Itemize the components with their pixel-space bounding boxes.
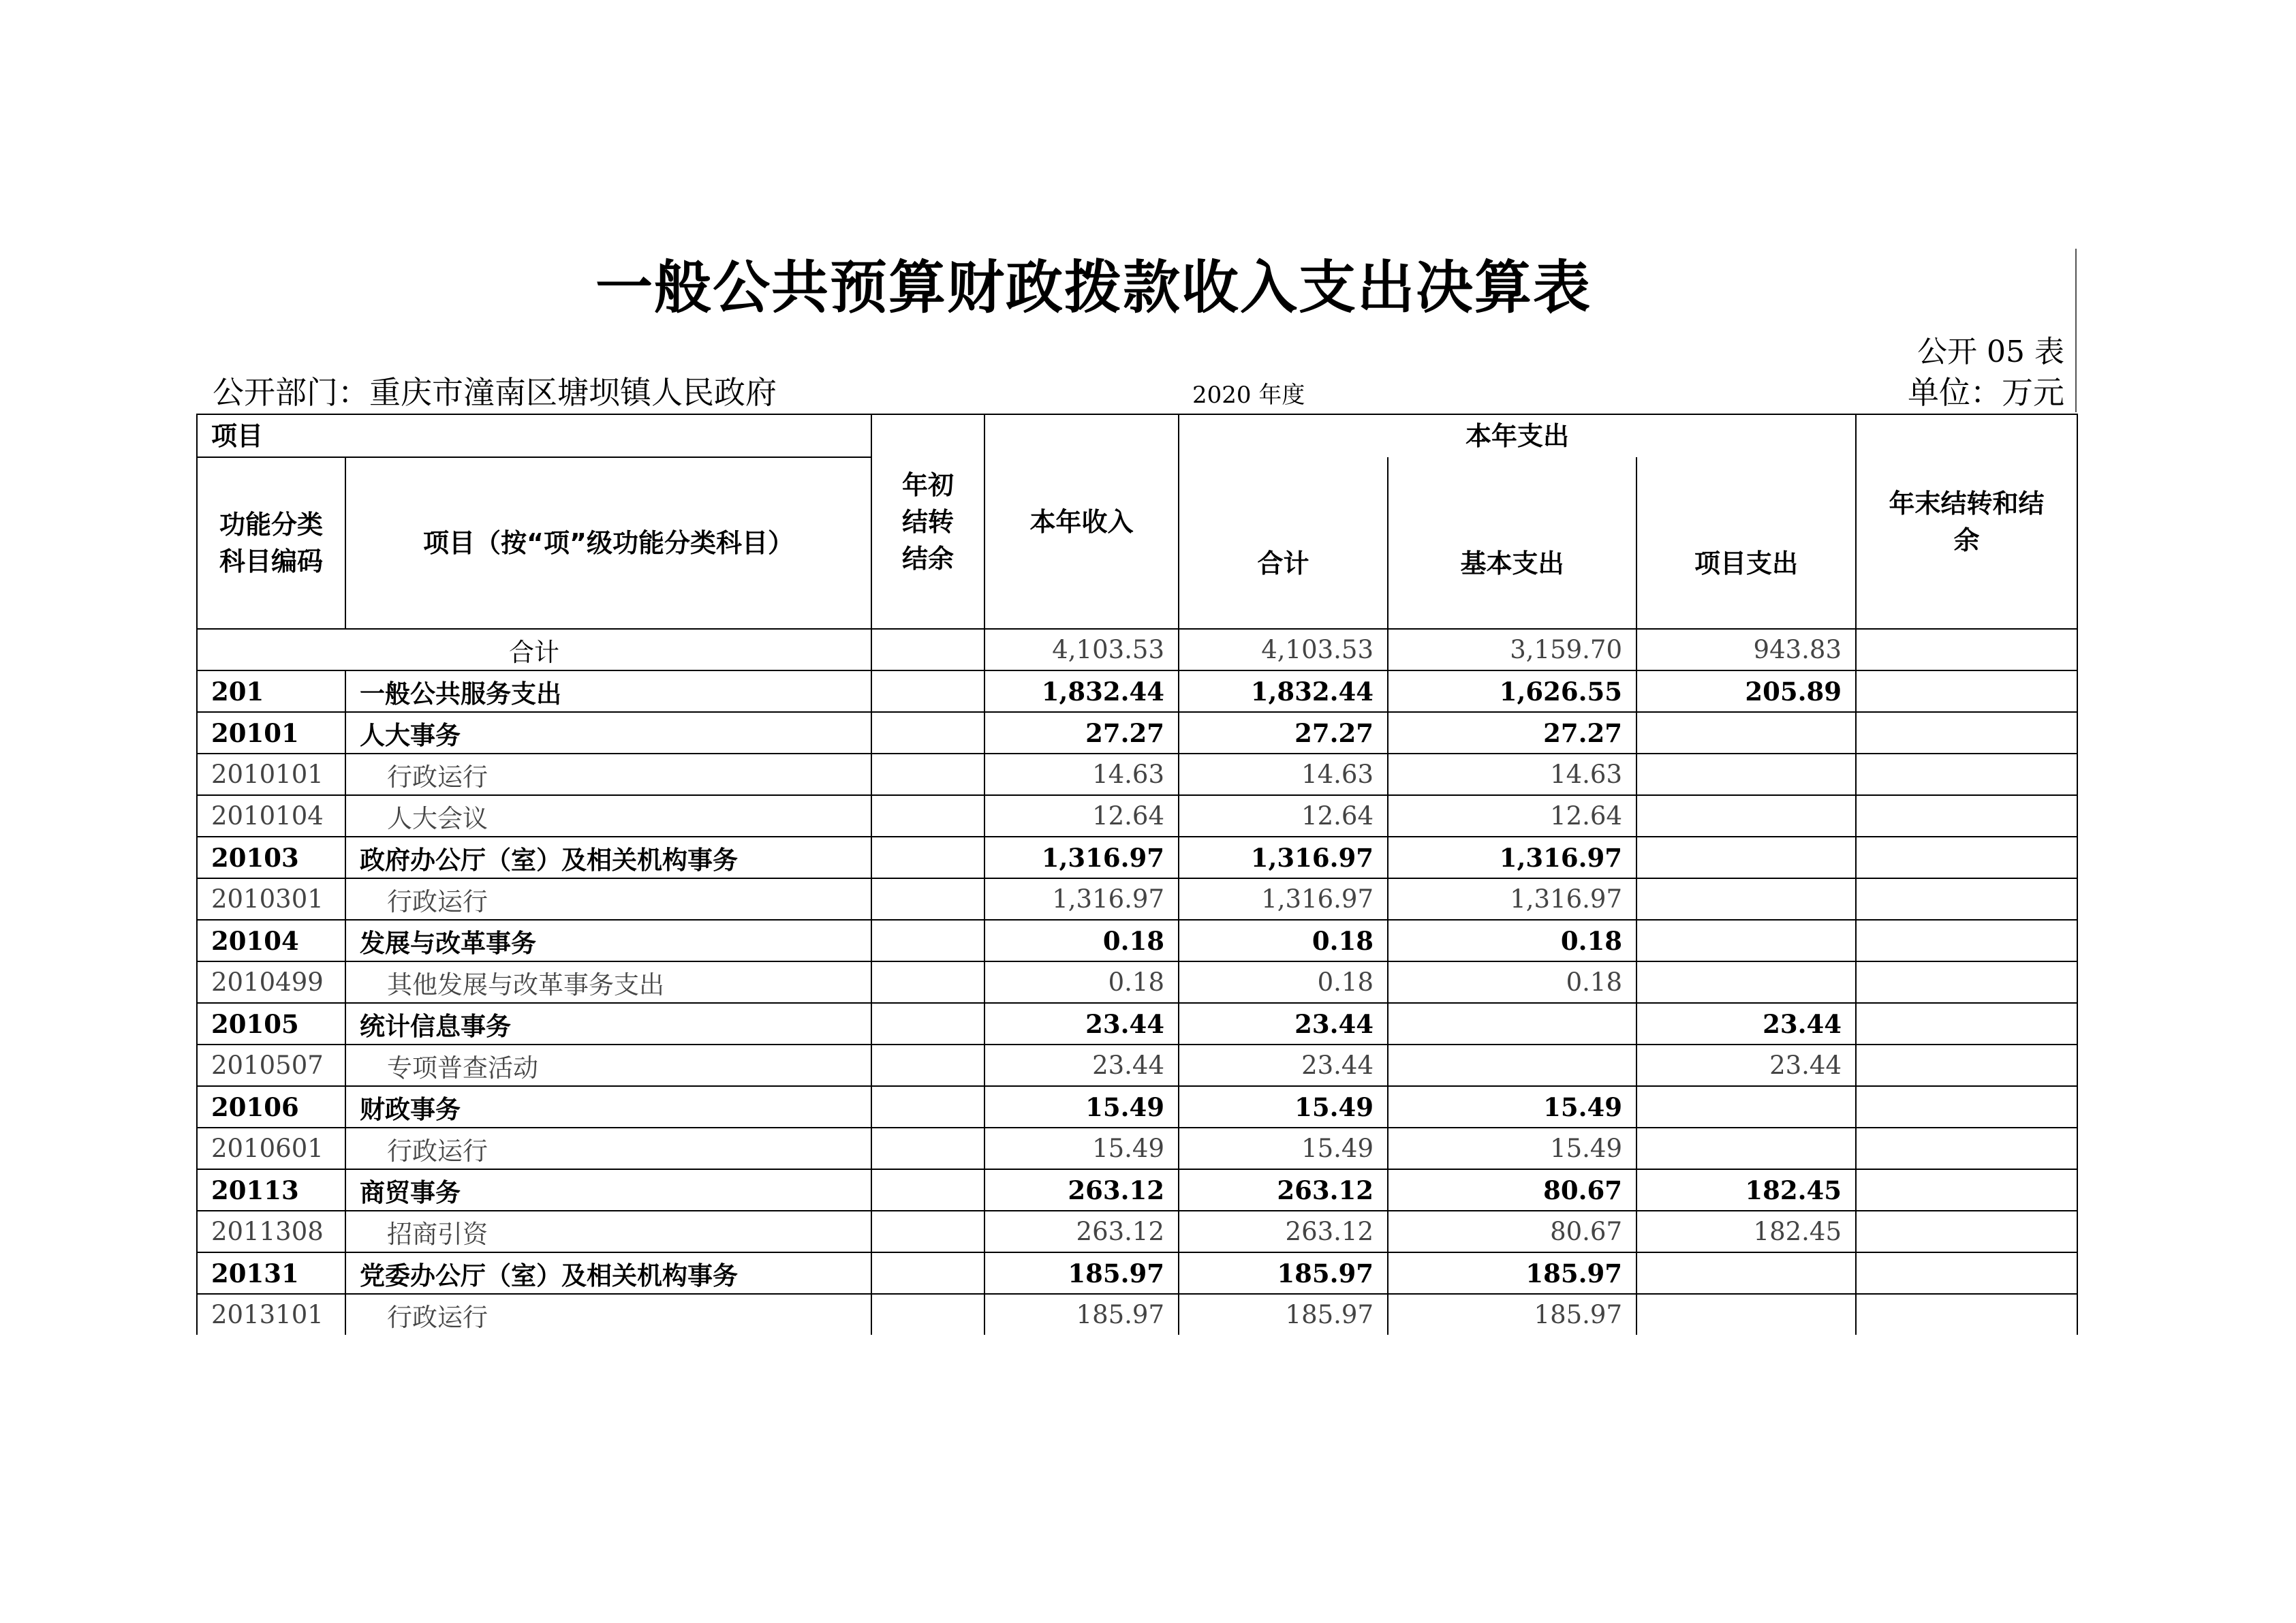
- row-project-expense: [1636, 1128, 1856, 1169]
- row-project-expense: 182.45: [1636, 1211, 1856, 1252]
- row-code: 20104: [197, 920, 345, 961]
- total-expense: 4,103.53: [1179, 629, 1388, 670]
- row-project-expense: [1636, 754, 1856, 795]
- row-opening: [871, 1086, 984, 1128]
- row-opening: [871, 754, 984, 795]
- page-title: 一般公共预算财政拨款收入支出决算表: [595, 254, 1592, 321]
- row-income: 1,316.97: [984, 837, 1179, 878]
- table-row: [197, 670, 2077, 712]
- row-opening: [871, 795, 984, 837]
- row-project-expense: [1636, 837, 1856, 878]
- row-name: 行政运行: [345, 1128, 871, 1169]
- row-basic: 14.63: [1388, 754, 1636, 795]
- table-row: [197, 1003, 2077, 1045]
- row-income: 263.12: [984, 1169, 1179, 1211]
- header-name: 项目（按“项”级功能分类科目）: [345, 457, 871, 629]
- row-basic: 15.49: [1388, 1086, 1636, 1128]
- fiscal-year: 2020 年度: [1192, 382, 1305, 409]
- row-closing: [1856, 1169, 2077, 1211]
- row-basic: 0.18: [1388, 961, 1636, 1003]
- row-code: 20131: [197, 1252, 345, 1294]
- row-opening: [871, 1128, 984, 1169]
- row-basic: 185.97: [1388, 1252, 1636, 1294]
- row-total: 14.63: [1179, 754, 1388, 795]
- table-row: [197, 754, 2077, 795]
- total-basic: 3,159.70: [1388, 629, 1636, 670]
- row-basic: 185.97: [1388, 1294, 1636, 1335]
- row-closing: [1856, 920, 2077, 961]
- row-closing: [1856, 1252, 2077, 1294]
- row-name: 统计信息事务: [345, 1003, 871, 1045]
- row-income: 263.12: [984, 1211, 1179, 1252]
- row-total: 23.44: [1179, 1003, 1388, 1045]
- table-row: [197, 1169, 2077, 1211]
- table-row: [197, 920, 2077, 961]
- header-basic: 基本支出: [1388, 457, 1636, 629]
- row-code: 2010601: [197, 1128, 345, 1169]
- header-row-1: [197, 414, 2077, 457]
- row-closing: [1856, 878, 2077, 920]
- row-basic: 1,316.97: [1388, 878, 1636, 920]
- total-label: 合计: [197, 629, 871, 670]
- row-name: 财政事务: [345, 1086, 871, 1128]
- row-name: 一般公共服务支出: [345, 670, 871, 712]
- row-opening: [871, 1294, 984, 1335]
- row-opening: [871, 670, 984, 712]
- row-total: 15.49: [1179, 1128, 1388, 1169]
- row-total: 23.44: [1179, 1045, 1388, 1086]
- row-project-expense: [1636, 712, 1856, 754]
- total-project-expense: 943.83: [1636, 629, 1856, 670]
- budget-table: [196, 414, 2078, 1335]
- row-project-expense: [1636, 1294, 1856, 1335]
- row-opening: [871, 1169, 984, 1211]
- row-project-expense: [1636, 1252, 1856, 1294]
- row-income: 23.44: [984, 1003, 1179, 1045]
- row-income: 185.97: [984, 1252, 1179, 1294]
- total-opening: [871, 629, 984, 670]
- row-code: 2010301: [197, 878, 345, 920]
- row-income: 15.49: [984, 1086, 1179, 1128]
- table-row: [197, 837, 2077, 878]
- row-name: 政府办公厅（室）及相关机构事务: [345, 837, 871, 878]
- row-name: 党委办公厅（室）及相关机构事务: [345, 1252, 871, 1294]
- row-code: 2010101: [197, 754, 345, 795]
- row-closing: [1856, 754, 2077, 795]
- row-closing: [1856, 1211, 2077, 1252]
- row-project-expense: [1636, 795, 1856, 837]
- table-row: [197, 1086, 2077, 1128]
- row-total: 185.97: [1179, 1294, 1388, 1335]
- row-total: 0.18: [1179, 920, 1388, 961]
- row-total: 0.18: [1179, 961, 1388, 1003]
- header-project: 项目: [197, 414, 871, 457]
- total-income: 4,103.53: [984, 629, 1179, 670]
- row-total: 263.12: [1179, 1211, 1388, 1252]
- row-project-expense: [1636, 961, 1856, 1003]
- row-basic: [1388, 1003, 1636, 1045]
- header-opening-balance: 年初结转结余: [871, 414, 984, 629]
- unit-label: 单位：万元: [1908, 374, 2064, 411]
- row-closing: [1856, 1128, 2077, 1169]
- row-code: 20113: [197, 1169, 345, 1211]
- row-closing: [1856, 1045, 2077, 1086]
- table-row: [197, 878, 2077, 920]
- row-basic: 80.67: [1388, 1211, 1636, 1252]
- row-opening: [871, 1003, 984, 1045]
- row-code: 201: [197, 670, 345, 712]
- row-total: 263.12: [1179, 1169, 1388, 1211]
- total-closing: [1856, 629, 2077, 670]
- table-row: [197, 1045, 2077, 1086]
- row-income: 0.18: [984, 961, 1179, 1003]
- row-code: 2010507: [197, 1045, 345, 1086]
- row-code: 2011308: [197, 1211, 345, 1252]
- row-opening: [871, 961, 984, 1003]
- row-closing: [1856, 961, 2077, 1003]
- row-closing: [1856, 1294, 2077, 1335]
- row-name: 专项普查活动: [345, 1045, 871, 1086]
- row-name: 行政运行: [345, 1294, 871, 1335]
- row-name: 人大事务: [345, 712, 871, 754]
- row-project-expense: [1636, 920, 1856, 961]
- row-code: 20101: [197, 712, 345, 754]
- row-name: 行政运行: [345, 754, 871, 795]
- row-basic: 1,626.55: [1388, 670, 1636, 712]
- row-closing: [1856, 1086, 2077, 1128]
- row-closing: [1856, 712, 2077, 754]
- row-basic: 12.64: [1388, 795, 1636, 837]
- row-project-expense: 205.89: [1636, 670, 1856, 712]
- row-project-expense: 182.45: [1636, 1169, 1856, 1211]
- row-project-expense: 23.44: [1636, 1003, 1856, 1045]
- row-code: 2010104: [197, 795, 345, 837]
- row-opening: [871, 712, 984, 754]
- row-opening: [871, 1252, 984, 1294]
- row-basic: 15.49: [1388, 1128, 1636, 1169]
- header-code: 功能分类科目编码: [197, 457, 345, 629]
- header-project-expense: 项目支出: [1636, 457, 1856, 629]
- table-row: [197, 1128, 2077, 1169]
- page-border-line: [2075, 249, 2077, 412]
- table-row: [197, 961, 2077, 1003]
- row-opening: [871, 1211, 984, 1252]
- row-code: 20106: [197, 1086, 345, 1128]
- row-closing: [1856, 1003, 2077, 1045]
- row-total: 1,832.44: [1179, 670, 1388, 712]
- row-code: 20103: [197, 837, 345, 878]
- total-row: [197, 629, 2077, 670]
- row-basic: 1,316.97: [1388, 837, 1636, 878]
- row-name: 招商引资: [345, 1211, 871, 1252]
- row-closing: [1856, 837, 2077, 878]
- table-row: [197, 1294, 2077, 1335]
- row-opening: [871, 920, 984, 961]
- department-label: 公开部门：重庆市潼南区塘坝镇人民政府: [213, 374, 777, 411]
- header-total: 合计: [1179, 457, 1388, 629]
- row-basic: 80.67: [1388, 1169, 1636, 1211]
- row-total: 12.64: [1179, 795, 1388, 837]
- row-basic: 27.27: [1388, 712, 1636, 754]
- row-name: 行政运行: [345, 878, 871, 920]
- row-income: 23.44: [984, 1045, 1179, 1086]
- table-row: [197, 795, 2077, 837]
- row-total: 15.49: [1179, 1086, 1388, 1128]
- row-closing: [1856, 670, 2077, 712]
- row-income: 0.18: [984, 920, 1179, 961]
- row-total: 185.97: [1179, 1252, 1388, 1294]
- row-total: 1,316.97: [1179, 878, 1388, 920]
- row-income: 15.49: [984, 1128, 1179, 1169]
- row-code: 20105: [197, 1003, 345, 1045]
- row-name: 人大会议: [345, 795, 871, 837]
- row-opening: [871, 878, 984, 920]
- row-income: 27.27: [984, 712, 1179, 754]
- row-total: 1,316.97: [1179, 837, 1388, 878]
- row-opening: [871, 837, 984, 878]
- row-income: 12.64: [984, 795, 1179, 837]
- row-income: 185.97: [984, 1294, 1179, 1335]
- row-name: 发展与改革事务: [345, 920, 871, 961]
- row-code: 2010499: [197, 961, 345, 1003]
- row-project-expense: [1636, 1086, 1856, 1128]
- table-row: [197, 712, 2077, 754]
- row-opening: [871, 1045, 984, 1086]
- header-closing-balance: 年末结转和结余: [1856, 414, 2077, 629]
- row-basic: 0.18: [1388, 920, 1636, 961]
- header-expense-group: 本年支出: [1179, 414, 1856, 457]
- row-income: 1,316.97: [984, 878, 1179, 920]
- row-project-expense: [1636, 878, 1856, 920]
- row-income: 1,832.44: [984, 670, 1179, 712]
- row-closing: [1856, 795, 2077, 837]
- table-row: [197, 1252, 2077, 1294]
- table-row: [197, 1211, 2077, 1252]
- row-name: 其他发展与改革事务支出: [345, 961, 871, 1003]
- form-number: 公开 05 表: [1917, 335, 2064, 369]
- row-basic: [1388, 1045, 1636, 1086]
- row-income: 14.63: [984, 754, 1179, 795]
- row-name: 商贸事务: [345, 1169, 871, 1211]
- header-income: 本年收入: [984, 414, 1179, 629]
- row-total: 27.27: [1179, 712, 1388, 754]
- row-project-expense: 23.44: [1636, 1045, 1856, 1086]
- row-code: 2013101: [197, 1294, 345, 1335]
